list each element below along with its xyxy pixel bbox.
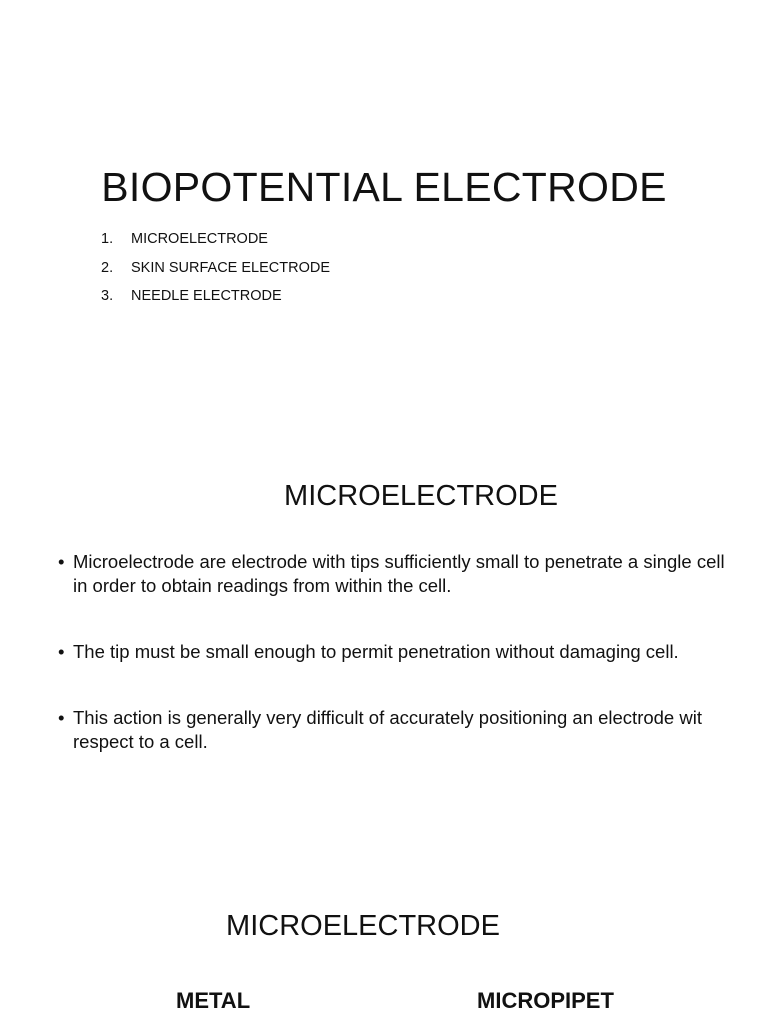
bullet-text: The tip must be small enough to permit penetration without damaging cell.: [73, 641, 679, 662]
list-item-number: 3.: [101, 288, 114, 304]
list-item: [101, 259, 330, 288]
bullet-item: [58, 706, 728, 754]
list-item-label: MICROELECTRODE: [131, 231, 268, 247]
list-item: [101, 230, 330, 259]
bullet-text: Microelectrode are electrode with tips sufficiently small to penetrate a single cell in order to obtain readings from within the cell.: [73, 551, 725, 596]
bullet-item: [58, 550, 728, 598]
slide-title: MICROELECTRODE: [226, 910, 500, 942]
bullet-dot: •: [58, 551, 65, 572]
bullet-item: [58, 640, 728, 664]
bullet-text: This action is generally very difficult of accurately positioning an electrode wit respect to a cell.: [73, 707, 702, 752]
list-item-number: 2.: [101, 259, 114, 276]
slide-microelectrode-description: [0, 432, 768, 832]
list-item-label: NEEDLE ELECTRODE: [131, 288, 282, 304]
slide-microelectrode-types: [0, 864, 768, 1024]
list-item: [101, 287, 330, 316]
column-heading-metal: METAL: [176, 988, 251, 1013]
slide-title: BIOPOTENTIAL ELECTRODE: [101, 164, 667, 210]
list-item-number: 1.: [101, 231, 114, 247]
column-heading-micropipet: MICROPIPET: [477, 988, 614, 1013]
electrode-type-list: [101, 230, 330, 316]
list-item-label: SKIN SURFACE ELECTRODE: [131, 259, 331, 276]
slide-title: MICROELECTRODE: [284, 480, 558, 512]
bullet-dot: •: [58, 641, 65, 662]
slide-biopotential-electrode: [0, 0, 768, 360]
bullet-list: [58, 550, 728, 796]
bullet-dot: •: [58, 707, 65, 728]
